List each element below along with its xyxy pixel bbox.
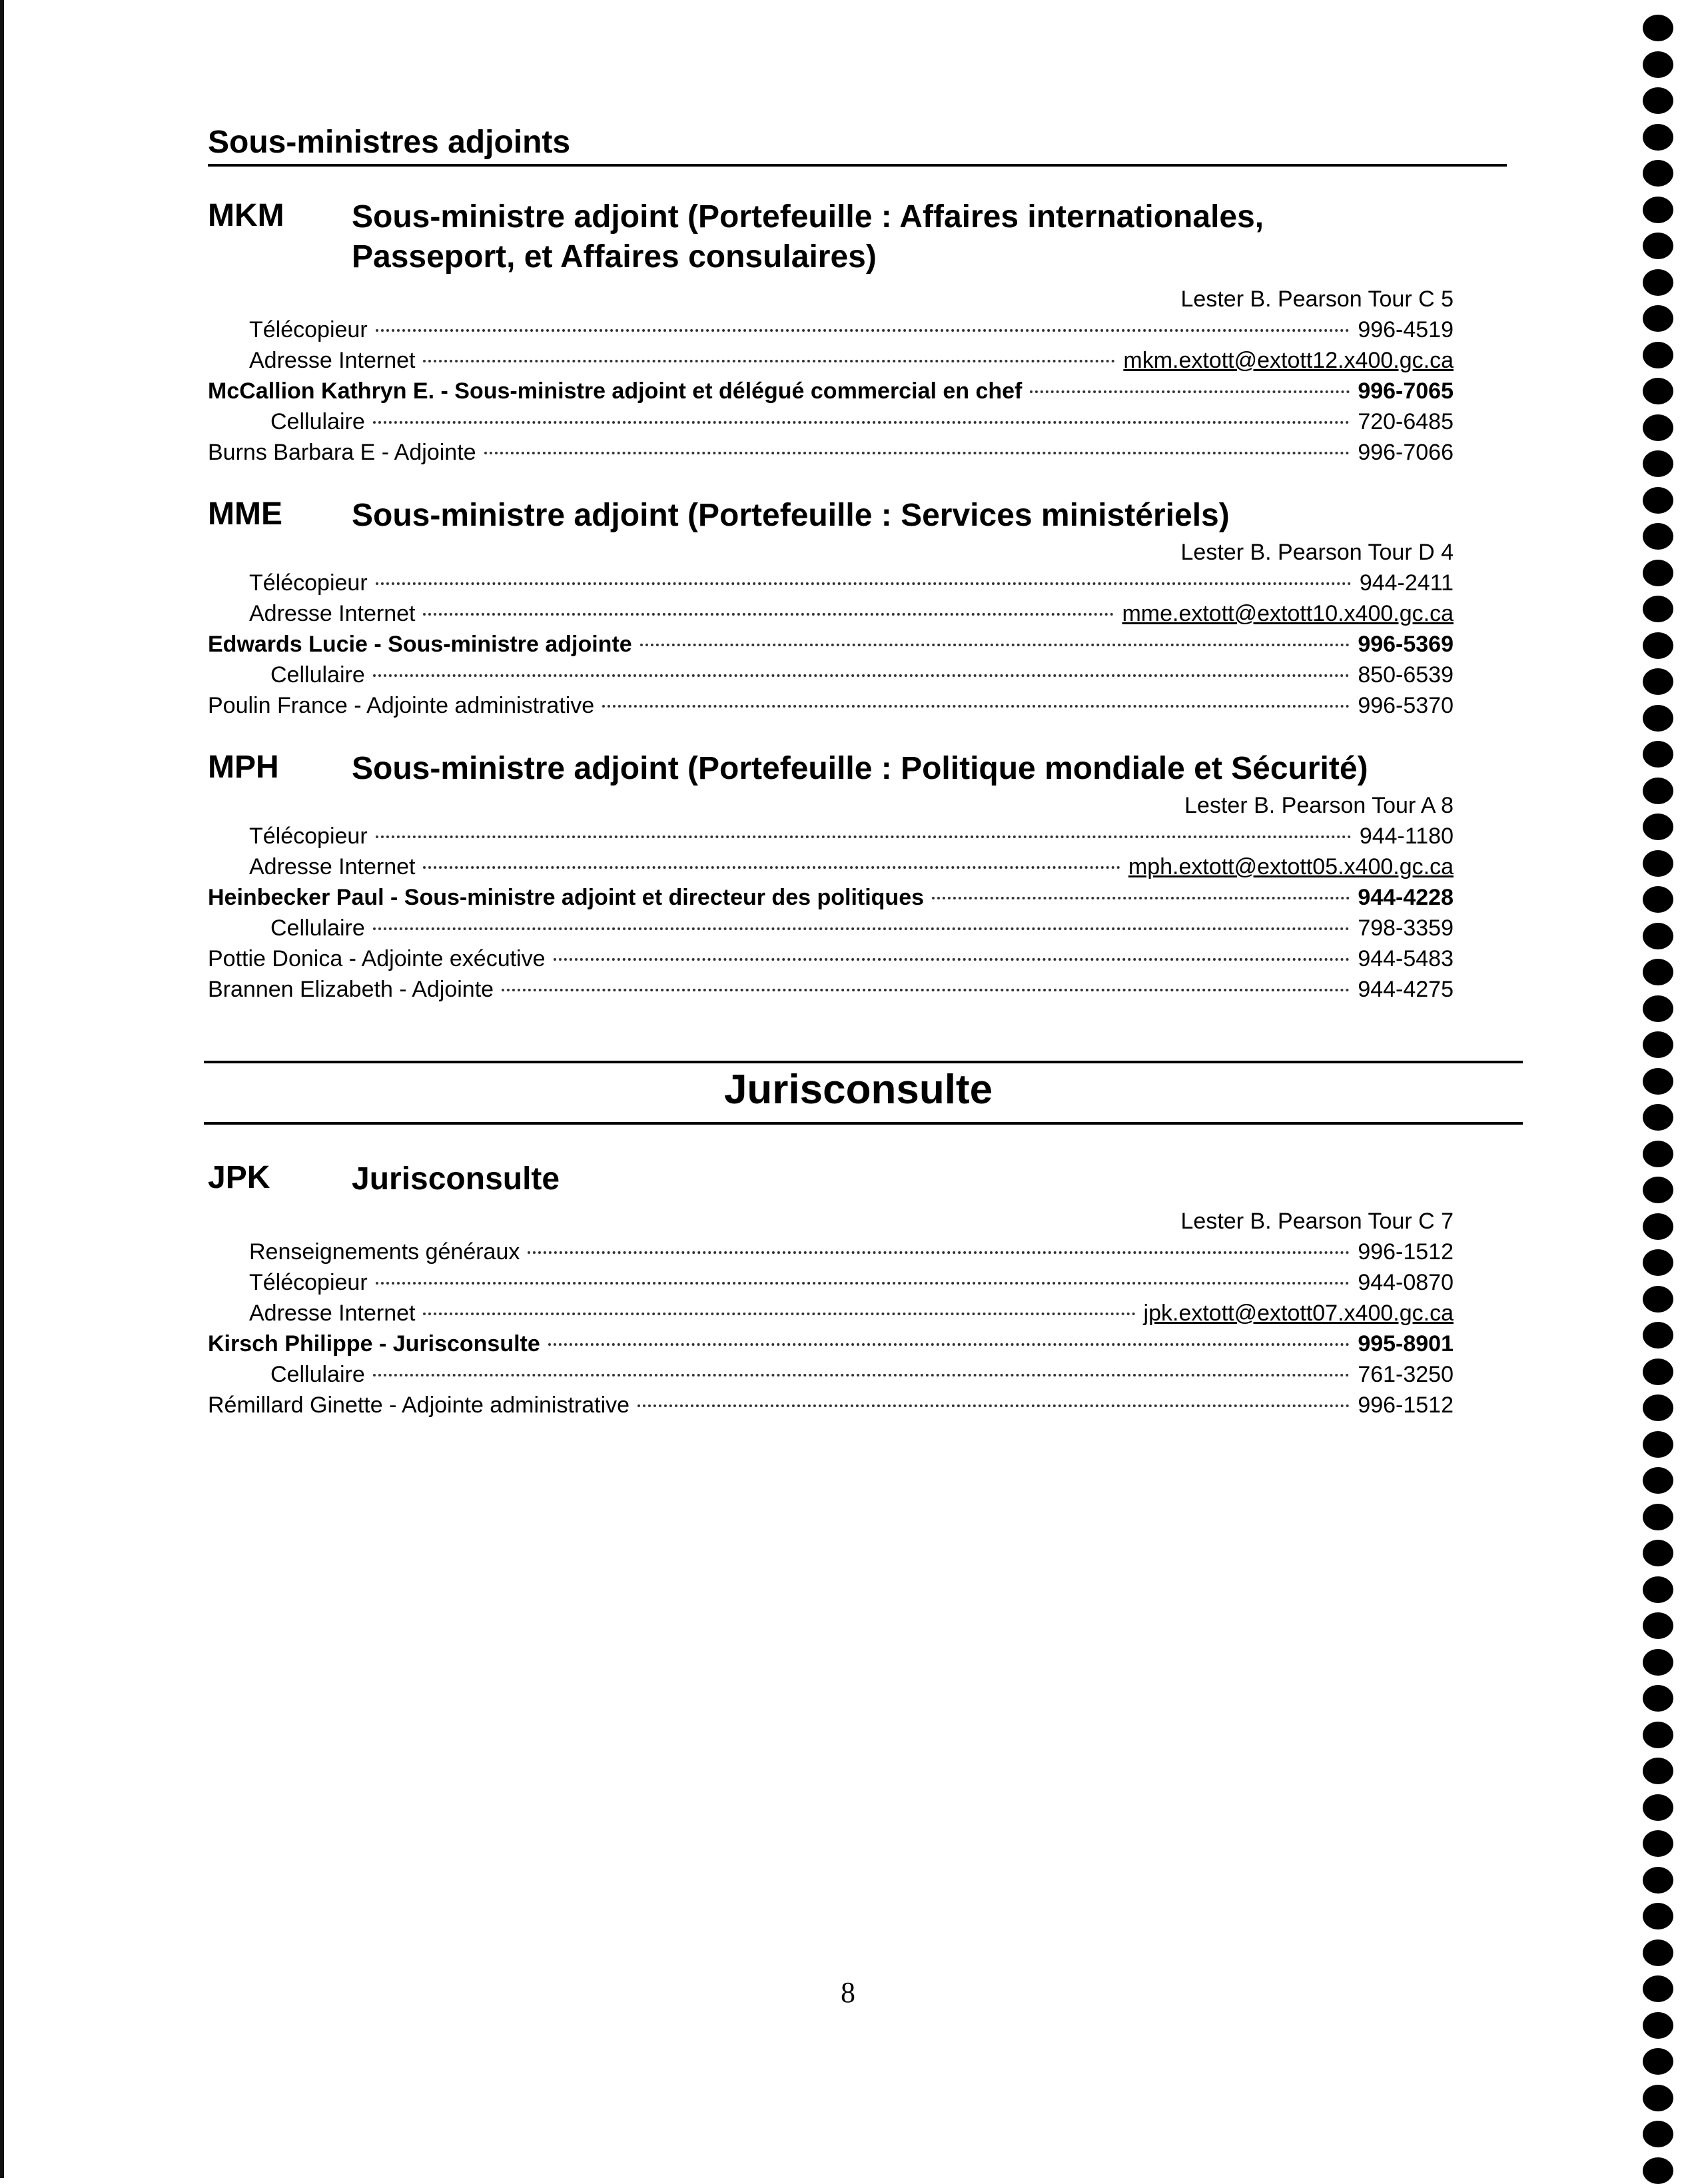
binding-hole	[1643, 2085, 1673, 2111]
contact-list	[208, 314, 1500, 468]
contact-list	[208, 821, 1500, 1005]
binding-hole	[1643, 1467, 1673, 1494]
phone-number: 798-3359	[1358, 915, 1454, 941]
binding-hole	[1643, 1394, 1673, 1421]
dot-leader	[373, 1374, 1350, 1376]
phone-number: 720-6485	[1358, 409, 1454, 434]
binding-hole	[1643, 778, 1673, 804]
binding-hole	[1643, 1177, 1673, 1203]
binding-hole	[1643, 596, 1673, 622]
department-title-line1: Sous-ministre adjoint (Portefeuille : Politique mondiale et Sécurité)	[352, 751, 1368, 786]
dot-leader	[502, 989, 1350, 991]
binding-hole	[1643, 305, 1673, 332]
contact-label: Cellulaire	[270, 1362, 365, 1387]
binding-hole	[1643, 1286, 1673, 1313]
dot-leader	[376, 1282, 1350, 1285]
contact-label: McCallion Kathryn E. - Sous-ministre adjoint et délégué commercial en chef	[208, 378, 1023, 404]
dot-leader	[423, 1313, 1135, 1315]
binding-hole	[1643, 705, 1673, 732]
department-title	[352, 197, 1511, 277]
binding-hole	[1643, 523, 1673, 550]
binding-hole	[1643, 959, 1673, 985]
binding-hole	[1643, 741, 1673, 768]
binding-hole	[1643, 1322, 1673, 1349]
contact-row	[208, 406, 1454, 437]
email-address-link[interactable]: mkm.extott@extott12.x400.gc.ca	[1123, 348, 1454, 373]
dot-leader	[484, 452, 1350, 454]
contact-label: Kirsch Philippe - Jurisconsulte	[208, 1331, 540, 1357]
binding-hole	[1643, 2121, 1673, 2147]
contact-row	[208, 598, 1454, 629]
department-jpk	[208, 1159, 1500, 1420]
binding-hole	[1643, 124, 1673, 151]
binding-hole	[1643, 1141, 1673, 1167]
binding-hole	[1643, 1031, 1673, 1058]
department-title	[352, 1159, 1511, 1199]
dot-leader	[373, 927, 1350, 930]
binding-hole	[1643, 2157, 1673, 2184]
contact-label: Télécopieur	[249, 823, 368, 849]
contact-label: Adresse Internet	[249, 854, 416, 879]
dot-leader	[528, 1251, 1350, 1254]
binding-hole	[1643, 995, 1673, 1022]
phone-number: 996-5369	[1358, 632, 1454, 657]
binding-hole	[1643, 378, 1673, 404]
department-title-line1: Sous-ministre adjoint (Portefeuille : Affaires internationales,	[352, 199, 1264, 235]
contact-row	[208, 1390, 1454, 1420]
binding-hole	[1643, 632, 1673, 659]
dot-leader	[376, 582, 1352, 585]
department-title	[352, 496, 1511, 536]
email-address-link[interactable]: jpk.extott@extott07.x400.gc.ca	[1143, 1301, 1454, 1326]
phone-number: 944-5483	[1358, 946, 1454, 971]
contact-row	[208, 629, 1454, 660]
phone-number: 944-4275	[1358, 977, 1454, 1002]
contact-row	[208, 943, 1454, 974]
binding-hole	[1643, 1867, 1673, 1894]
phone-number: 761-3250	[1358, 1362, 1454, 1387]
dot-leader	[376, 835, 1352, 838]
dot-leader	[376, 329, 1350, 332]
contact-label: Cellulaire	[270, 409, 365, 434]
binding-hole	[1643, 1213, 1673, 1240]
contact-row	[208, 376, 1454, 406]
juris-banner-title: Jurisconsulte	[723, 1067, 993, 1113]
dot-leader	[1030, 390, 1350, 393]
phone-number: 996-7065	[1358, 378, 1454, 404]
phone-number: 944-2411	[1359, 570, 1454, 596]
department-code: MPH	[208, 750, 279, 785]
contact-label: Télécopieur	[249, 317, 368, 342]
binding-hole	[1643, 1504, 1673, 1530]
contact-row	[208, 568, 1454, 598]
contact-row	[208, 314, 1454, 345]
contact-label: Cellulaire	[270, 662, 365, 688]
dot-leader	[373, 421, 1350, 424]
page-number: 8	[841, 1976, 855, 2009]
department-header	[208, 1159, 1500, 1199]
contact-label: Télécopieur	[249, 570, 368, 596]
binding-hole	[1643, 1975, 1673, 2002]
contact-row	[208, 1267, 1454, 1298]
department-mme	[208, 496, 1500, 721]
binding-hole	[1643, 233, 1673, 259]
binding-hole	[1643, 1649, 1673, 1676]
binding-hole	[1643, 1540, 1673, 1566]
binding-hole	[1643, 2048, 1673, 2075]
phone-number: 996-1512	[1358, 1239, 1454, 1265]
binding-hole	[1643, 1685, 1673, 1712]
department-code: JPK	[208, 1160, 270, 1195]
department-location: Lester B. Pearson Tour D 4	[1180, 540, 1454, 565]
department-header	[208, 197, 1500, 277]
phone-number: 996-1512	[1358, 1392, 1454, 1418]
dot-leader	[932, 897, 1350, 899]
phone-number: 944-4228	[1358, 885, 1454, 910]
phone-number: 850-6539	[1358, 662, 1454, 688]
contact-row	[208, 690, 1454, 721]
binding-hole	[1643, 1794, 1673, 1821]
binding-hole	[1643, 51, 1673, 78]
binding-hole	[1643, 923, 1673, 949]
department-mph	[208, 749, 1500, 1005]
department-location: Lester B. Pearson Tour A 8	[1184, 793, 1454, 818]
phone-number: 995-8901	[1358, 1331, 1454, 1357]
phone-number: 944-0870	[1358, 1270, 1454, 1295]
department-mkm	[208, 197, 1500, 468]
binding-hole	[1643, 1939, 1673, 1966]
dot-leader	[554, 958, 1350, 961]
department-title-line1: Jurisconsulte	[352, 1161, 560, 1197]
binding-hole	[1643, 1431, 1673, 1458]
dot-leader	[602, 705, 1350, 708]
binding-hole	[1643, 1249, 1673, 1276]
department-location: Lester B. Pearson Tour C 7	[1180, 1209, 1454, 1234]
department-header	[208, 749, 1500, 789]
phone-number: 996-7066	[1358, 440, 1454, 465]
binding-hole	[1643, 269, 1673, 296]
contact-row	[208, 345, 1454, 376]
department-title-line2: Passeport, et Affaires consulaires)	[352, 239, 877, 274]
department-title-line1: Sous-ministre adjoint (Portefeuille : Services ministériels)	[352, 498, 1230, 533]
binding-hole	[1643, 2012, 1673, 2039]
binding-hole	[1643, 160, 1673, 187]
binding-hole	[1643, 1576, 1673, 1603]
email-address-link[interactable]: mph.extott@extott05.x400.gc.ca	[1128, 854, 1454, 879]
contact-list	[208, 568, 1500, 721]
contact-label: Heinbecker Paul - Sous-ministre adjoint et directeur des politiques	[208, 885, 925, 910]
phone-number: 944-1180	[1359, 823, 1454, 849]
department-code: MKM	[208, 198, 284, 233]
binding-hole	[1643, 1830, 1673, 1857]
phone-number: 996-5370	[1358, 693, 1454, 718]
binding-hole	[1643, 414, 1673, 441]
contact-label: Renseignements généraux	[249, 1239, 520, 1265]
contact-label: Adresse Internet	[249, 601, 416, 626]
binding-hole	[1643, 668, 1673, 695]
binding-hole	[1643, 850, 1673, 877]
juris-banner-rule-top	[204, 1061, 1523, 1063]
binding-hole	[1643, 1903, 1673, 1929]
department-header	[208, 496, 1500, 536]
contact-label: Cellulaire	[270, 915, 365, 941]
contact-row	[208, 851, 1454, 882]
dot-leader	[640, 644, 1350, 646]
contact-label: Burns Barbara E - Adjointe	[208, 440, 476, 465]
section-heading-rule	[208, 164, 1507, 167]
contact-label: Pottie Donica - Adjointe exécutive	[208, 946, 546, 971]
binding-hole	[1643, 560, 1673, 586]
contact-row	[208, 660, 1454, 690]
contact-label: Rémillard Ginette - Adjointe administrative	[208, 1392, 630, 1418]
contact-list	[208, 1237, 1500, 1420]
contact-label: Télécopieur	[249, 1270, 368, 1295]
section-heading: Sous-ministres adjoints	[208, 125, 571, 160]
binding-hole	[1643, 487, 1673, 514]
dot-leader	[548, 1343, 1350, 1346]
phone-number: 996-4519	[1358, 317, 1454, 342]
contact-row	[208, 437, 1454, 468]
binding-hole	[1643, 1722, 1673, 1748]
dot-leader	[423, 866, 1120, 869]
department-title	[352, 749, 1511, 789]
binding-hole	[1643, 1359, 1673, 1385]
contact-row	[208, 1359, 1454, 1390]
contact-label: Adresse Internet	[249, 348, 416, 373]
binding-hole	[1643, 450, 1673, 477]
department-code: MME	[208, 496, 282, 532]
email-address-link[interactable]: mme.extott@extott10.x400.gc.ca	[1122, 601, 1454, 626]
contact-row	[208, 913, 1454, 943]
dot-leader	[637, 1404, 1350, 1407]
contact-label: Edwards Lucie - Sous-ministre adjointe	[208, 632, 632, 657]
contact-row	[208, 1329, 1454, 1359]
contact-row	[208, 882, 1454, 913]
dot-leader	[423, 613, 1114, 616]
binding-hole	[1643, 1758, 1673, 1784]
dot-leader	[423, 360, 1115, 362]
binding-hole	[1643, 814, 1673, 840]
department-location: Lester B. Pearson Tour C 5	[1180, 286, 1454, 312]
contact-label: Poulin France - Adjointe administrative	[208, 693, 595, 718]
contact-row	[208, 821, 1454, 851]
contact-label: Adresse Internet	[249, 1301, 416, 1326]
binding-hole	[1643, 886, 1673, 913]
juris-banner-rule-bottom	[204, 1122, 1523, 1125]
binding-hole	[1643, 342, 1673, 368]
contact-row	[208, 1298, 1454, 1329]
binding-hole	[1643, 197, 1673, 223]
binding-hole	[1643, 87, 1673, 114]
contact-row	[208, 1237, 1454, 1267]
contact-row	[208, 974, 1454, 1005]
binding-hole	[1643, 1612, 1673, 1639]
dot-leader	[373, 674, 1350, 677]
binding-hole	[1643, 15, 1673, 41]
contact-label: Brannen Elizabeth - Adjointe	[208, 977, 494, 1002]
